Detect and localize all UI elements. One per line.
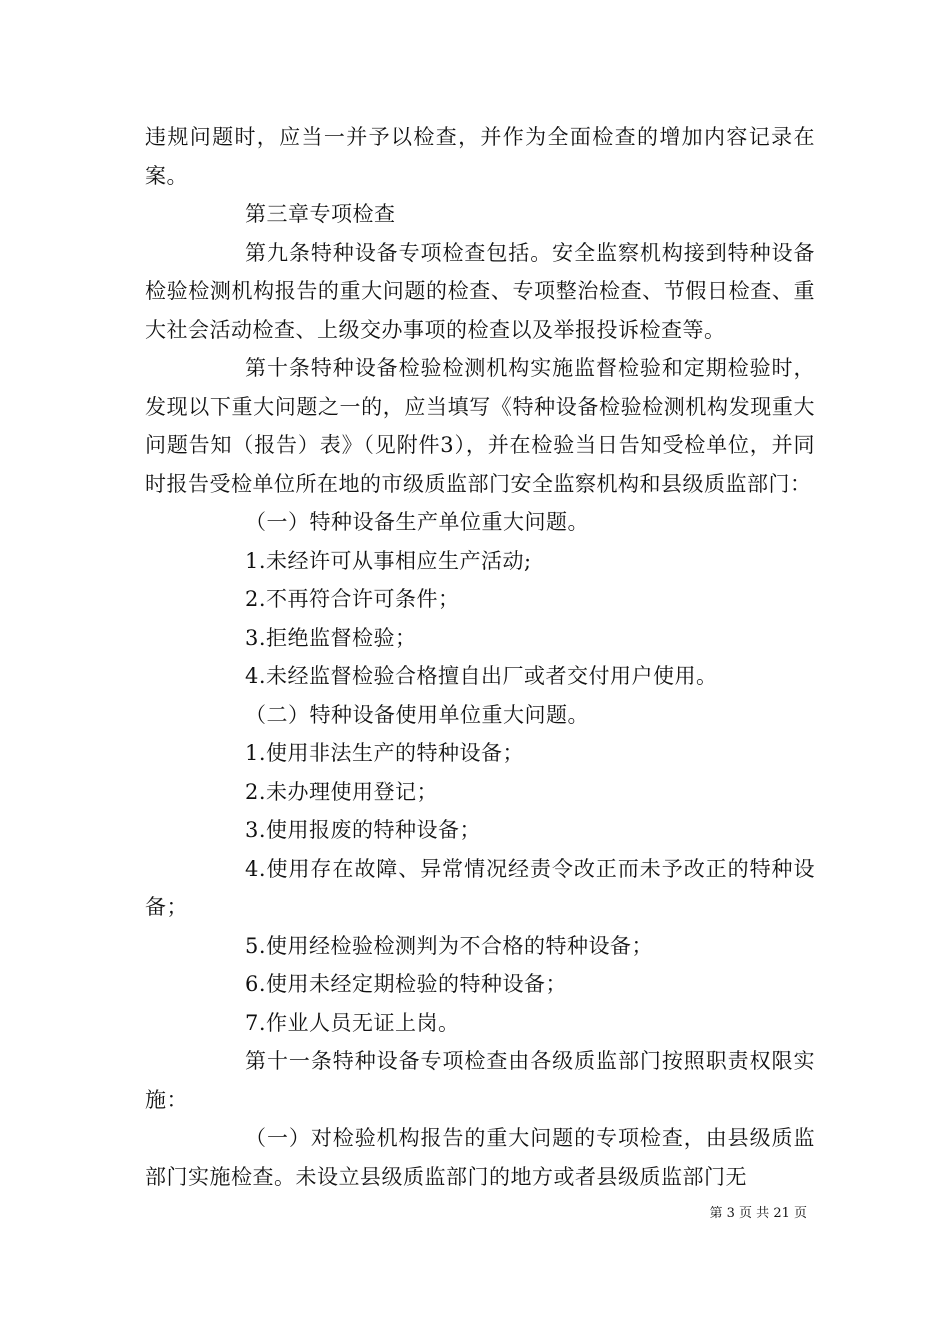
list-item: 5.使用经检验检测判为不合格的特种设备； xyxy=(245,933,654,958)
list-item: 3.拒绝监督检验； xyxy=(245,625,417,650)
list-item: 6.使用未经定期检验的特种设备； xyxy=(245,972,568,996)
list-item: 1.未经许可从事相应生产活动; xyxy=(245,548,532,573)
article-10: 第十条特种设备检验检测机构实施监督检验和定期检验时，发现以下重大问题之一的，应当填写《特种设备检验检测机构发现重大问题告知（报告）表》（见附件3），并在检验当日告知受检单位，并同时报告受检单位所在地的市级质监部门安全监察机构和县级质监部门： xyxy=(145,356,815,496)
list-item: 3.使用报废的特种设备； xyxy=(245,818,482,842)
paragraph-continuation: 违规问题时，应当一并予以检查，并作为全面检查的增加内容记录在案。 xyxy=(145,125,815,188)
list-item: 4.未经监督检验合格擅自出厂或者交付用户使用。 xyxy=(245,664,718,688)
list-item: 2.未办理使用登记； xyxy=(245,779,439,804)
page-number: 第 3 页 共 21 页 xyxy=(709,1206,807,1221)
list-item: 4.使用存在故障、异常情况经责令改正而未予改正的特种设备； xyxy=(145,856,815,919)
document-body xyxy=(145,118,815,1196)
section-1-heading: （一）特种设备生产单位重大问题。 xyxy=(245,510,589,534)
page-footer xyxy=(710,1202,807,1221)
section-2-heading: （二）特种设备使用单位重大问题。 xyxy=(245,702,589,727)
article-11-item-1: （一）对检验机构报告的重大问题的专项检查，由县级质监部门实施检查。未设立县级质监部门的地方或者县级质监部门无 xyxy=(145,1126,815,1189)
article-11: 第十一条特种设备专项检查由各级质监部门按照职责权限实施： xyxy=(145,1049,815,1112)
article-9: 第九条特种设备专项检查包括。安全监察机构接到特种设备检验检测机构报告的重大问题的检查、专项整治检查、节假日检查、重大社会活动检查、上级交办事项的检查以及举报投诉检查等。 xyxy=(145,240,815,342)
list-item: 7.作业人员无证上岗。 xyxy=(245,1010,460,1035)
chapter-heading: 第三章专项检查 xyxy=(245,202,396,226)
list-item: 1.使用非法生产的特种设备； xyxy=(245,741,525,765)
list-item: 2.不再符合许可条件； xyxy=(245,587,460,611)
